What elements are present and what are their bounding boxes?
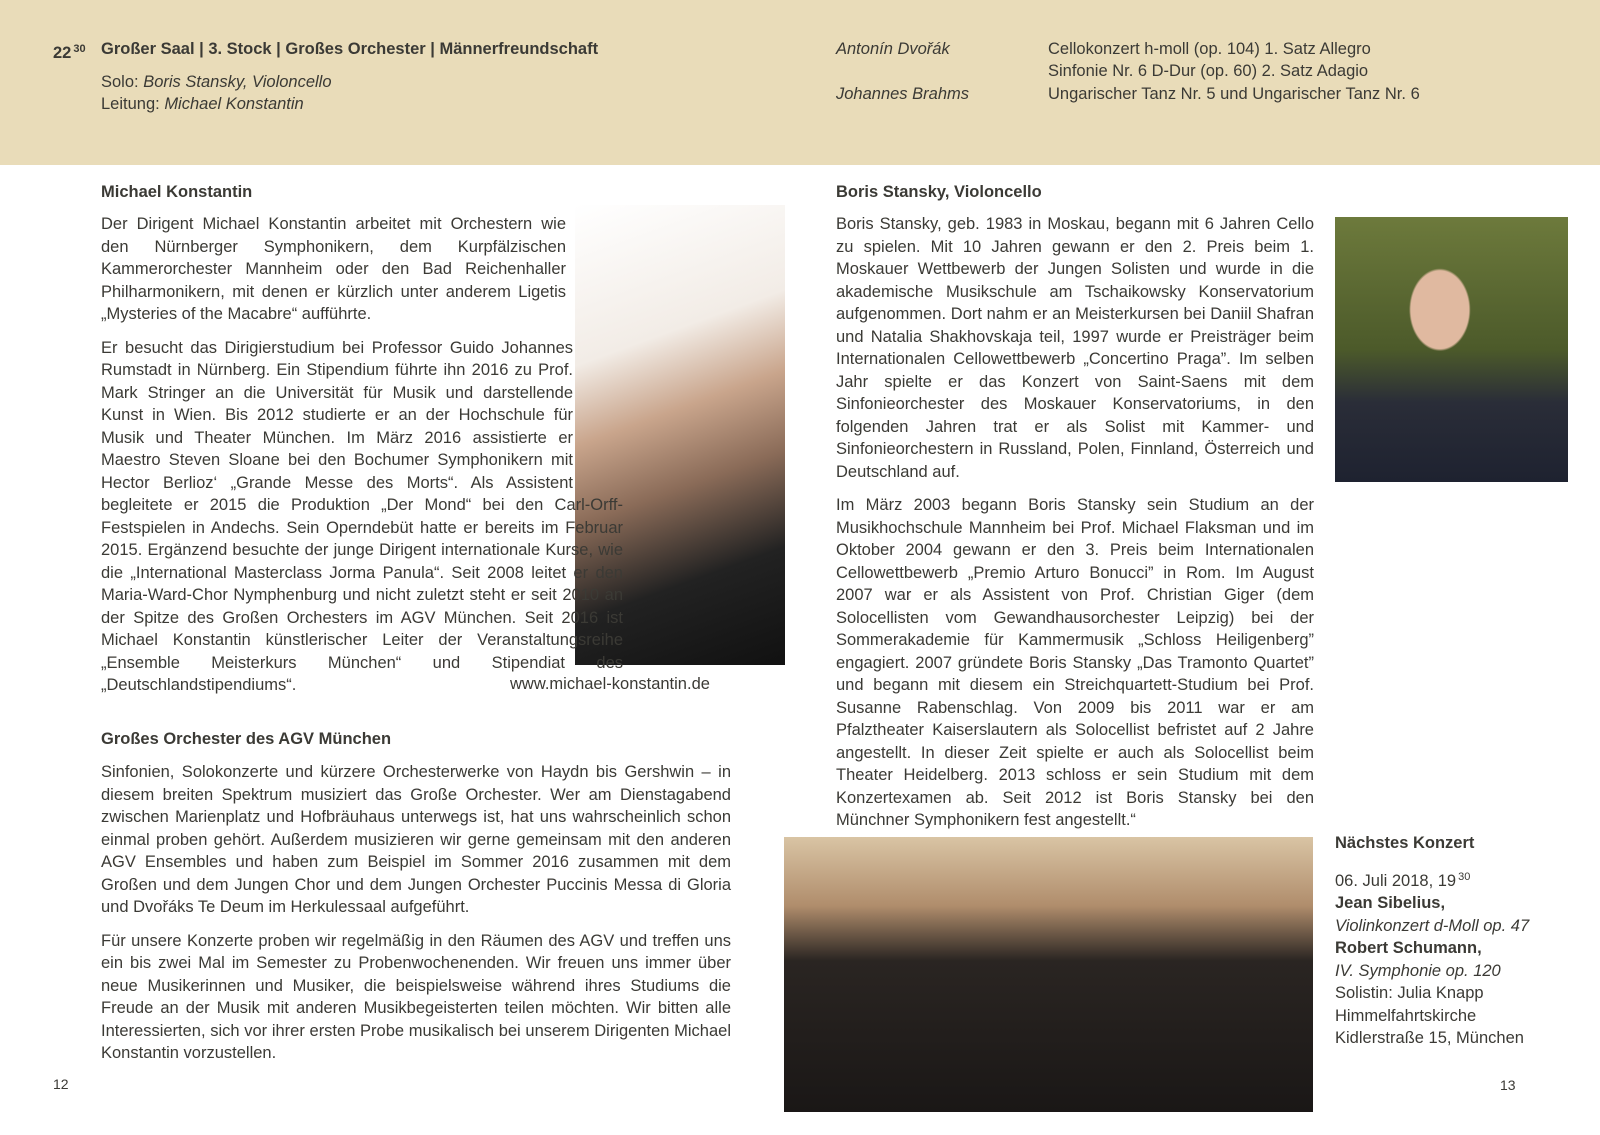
- stansky-paragraph-2: Im März 2003 begann Boris Stansky sein Studium an der Musikhochschule Mannheim bei Prof. Michael Flaksman und im Oktober 2004 gewann er den 3. Preis beim Internationalen Cellowettbewerb „Premio Arturo Bonucci” in Rom. Im August 2007 war er als Assistent von Prof. Christian Giger (dem Solocellisten vom Gewandhausorchester Leipzig) bei der Sommerakademie für Kammermusik „Schloss Heiligenberg” engagiert. 2007 gründete Boris Stansky „Das Tramonto Quartet” und begann mit diesem ein Streichquartett-Studium bei Prof. Susanne Rabenschlag. Von 2009 bis 2011 war er am Pfalztheater Kaiserslautern als Solocellist befristet auf 2 Jahre angestellt. In dieser Zeit spielte er auch als Solocellist beim Theater Heidelberg. 2013 schloss er sein Studium mit dem Konzertexamen ab. Seit 2012 ist Boris Stansky bei den Münchner Symphonikern fest angestellt.“: [836, 496, 1314, 829]
- konstantin-bio: [101, 213, 623, 708]
- composer-1: Antonín Dvořák: [836, 40, 950, 58]
- konstantin-heading: Michael Konstantin: [101, 183, 253, 201]
- leitung-value: Michael Konstantin: [164, 95, 304, 113]
- konstantin-website[interactable]: www.michael-konstantin.de: [510, 675, 710, 693]
- next-address: Kidlerstraße 15, München: [1335, 1029, 1524, 1047]
- next-composer-1: Jean Sibelius,: [1335, 894, 1446, 912]
- solo-line: [101, 71, 332, 94]
- konstantin-paragraph-1: Der Dirigent Michael Konstantin arbeitet mit Orchestern wie den Nürnberger Symphonikern, dem Kurpfälzischen Kammerorchester Mannheim oder den Bad Reichenhaller Philharmonikern, mit denen er kürzlich unter anderem Ligetis „Mysteries of the Macabre“ aufführte.: [101, 215, 566, 323]
- next-concert: [1335, 832, 1595, 1050]
- next-venue: Himmelfahrtskirche: [1335, 1006, 1477, 1025]
- next-concert-heading: Nächstes Konzert: [1335, 834, 1475, 852]
- page-number-left: 12: [53, 1076, 69, 1092]
- time-hour: 22: [53, 44, 72, 62]
- work-3: Ungarischer Tanz Nr. 5 und Ungarischer Tanz Nr. 6: [1048, 85, 1420, 103]
- work-1: Cellokonzert h-moll (op. 104) 1. Satz Allegro: [1048, 40, 1371, 58]
- stansky-photo: [1335, 217, 1568, 482]
- orchester-paragraph-2: Für unsere Konzerte proben wir regelmäßig in den Räumen des AGV und treffen uns ein bis zwei Mal im Semester zu Probenwochenenden. Wir freuen uns immer über neue Musikerinnen und Musiker, die beispielsweise während ihres Studiums die Freude an der Musik mit anderen Musikbegeisterten teilen möchten. Wir bitten alle Interessierten, sich vor ihrer ersten Probe musikalisch bei unserem Dirigenten Michael Konstantin vorzustellen.: [101, 931, 731, 1062]
- next-work-1: Violinkonzert d-Moll op. 47: [1335, 916, 1530, 935]
- orchester-paragraph-1: Sinfonien, Solokonzerte und kürzere Orchesterwerke von Haydn bis Gershwin – in diesem breiten Spektrum musiziert das Große Orchester. Wer am Dienstagabend zwischen Marienplatz und Hofbräuhaus unterwegs ist, hat uns wahrscheinlich schon einmal proben gehört. Außerdem musizieren wir gerne gemeinsam mit den anderen AGV Ensembles und haben zum Beispiel im Sommer 2016 zusammen mit dem Großen und dem Jungen Chor und dem Jungen Orchester Puccinis Messa di Gloria und Dvořáks Te Deum im Herkulessaal aufgeführt.: [101, 763, 731, 916]
- concert-location: Großer Saal | 3. Stock | Großes Orchester | Männerfreundschaft: [101, 40, 599, 58]
- solo-value: Boris Stansky, Violoncello: [143, 73, 332, 91]
- float-spacer: [573, 213, 623, 483]
- composer-2: Johannes Brahms: [836, 85, 969, 103]
- next-composer-2: Robert Schumann,: [1335, 939, 1482, 957]
- leitung-label: Leitung:: [101, 95, 160, 113]
- stansky-heading: Boris Stansky, Violoncello: [836, 183, 1042, 201]
- work-2: Sinfonie Nr. 6 D-Dur (op. 60) 2. Satz Adagio: [1048, 62, 1369, 80]
- orchestra-photo: [784, 837, 1313, 1112]
- date-text: 06. Juli 2018, 19: [1335, 871, 1457, 890]
- orchester-text: [101, 761, 731, 1076]
- konstantin-paragraph-2: Er besucht das Dirigierstudium bei Professor Guido Johannes Rumstadt in Nürnberg. Ein Stipendium führte ihn 2016 zu Prof. Mark Stringer an die Universität für Musik und darstellende Kunst in Wien. Bis 2012 studierte er an der Hochschule für Musik und Theater München. Im März 2016 assistierte er Maestro Steven Sloane bei den Bochumer Symphonikern mit Hector Berlioz‘ „Grande Messe des Morts“. Als Assistent begleitete er 2015 die Produktion „Der Mond“ bei den Carl-Orff-Festspielen in Andechs. Sein Operndebüt hatte er bereits im Februar 2015. Ergänzend besuchte der junge Dirigent internationale Kurse, wie die „International Masterclass Jorma Panula“. Seit 2008 leitet er den Maria-Ward-Chor Nymphenburg und nicht zuletzt steht er seit 2010 an der Spitze des Großen Orchesters im AGV München. Seit 2016 ist Michael Konstantin künstlerischer Leiter der Veranstaltungsreihe „Ensemble Meisterkurs München“ und Stipendiat des „Deutschlandstipendiums“.: [101, 338, 623, 694]
- date-sup: 30: [1458, 870, 1471, 883]
- time-minute: 30: [73, 43, 86, 55]
- concert-time: [53, 38, 86, 65]
- next-work-2: IV. Symphonie op. 120: [1335, 961, 1501, 980]
- page-number-right: 13: [1500, 1077, 1516, 1093]
- next-concert-date: [1335, 866, 1595, 893]
- orchester-heading: Großes Orchester des AGV München: [101, 730, 392, 748]
- next-soloist: Solistin: Julia Knapp: [1335, 984, 1484, 1002]
- stansky-bio: [836, 213, 1314, 843]
- solo-label: Solo:: [101, 73, 139, 91]
- stansky-paragraph-1: Boris Stansky, geb. 1983 in Moskau, begann mit 6 Jahren Cello zu spielen. Mit 10 Jahren gewann er den 2. Preis beim 1. Moskauer Wettbewerb der Jungen Solisten und wurde in die akademische Musikschule am Tschaikowsky Konservatorium aufgenommen. Dort nahm er an Meisterkursen bei Daniil Shafran und Natalia Shakhovskaja teil, 1997 wurde er Preisträger beim Internationalen Cellowettbewerb „Concertino Praga”. Im selben Jahr spielte er das Konzert von Saint-Saens mit dem Sinfonieorchester des Moskauer Konservatoriums, in den folgenden Jahren trat er als Solist mit Kammer- und Sinfonieorchestern in Russland, Polen, Finnland, Österreich und Deutschland auf.: [836, 215, 1314, 481]
- leitung-line: [101, 93, 304, 116]
